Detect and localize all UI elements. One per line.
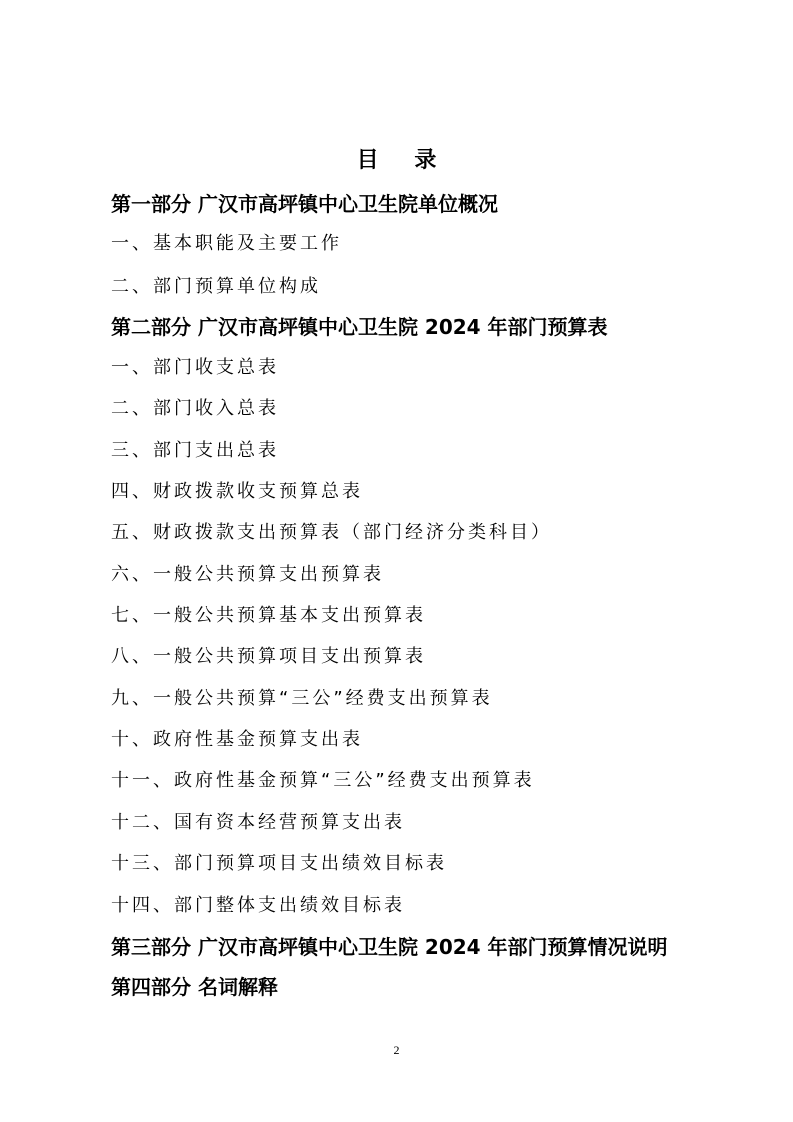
page-number: 2	[393, 1043, 400, 1057]
page-title: 目 录	[356, 148, 451, 173]
toc-part-1: 第一部分 广汉市高坪镇中心卫生院单位概况	[111, 192, 498, 216]
toc-item: 七、一般公共预算基本支出预算表	[111, 605, 426, 626]
toc-item: 一、基本职能及主要工作	[111, 233, 342, 254]
toc-part-3: 第三部分 广汉市高坪镇中心卫生院 2024 年部门预算情况说明	[111, 935, 668, 959]
toc-item: 十四、部门整体支出绩效目标表	[111, 895, 405, 916]
toc-part-2: 第二部分 广汉市高坪镇中心卫生院 2024 年部门预算表	[111, 315, 608, 339]
toc-part-4: 第四部分 名词解释	[111, 975, 278, 999]
toc-item: 二、部门预算单位构成	[111, 276, 321, 297]
toc-item: 十二、国有资本经营预算支出表	[111, 812, 405, 833]
toc-item: 八、一般公共预算项目支出预算表	[111, 646, 426, 667]
toc-item: 三、部门支出总表	[111, 440, 279, 461]
toc-item: 十一、政府性基金预算“三公”经费支出预算表	[111, 770, 535, 791]
toc-item: 十三、部门预算项目支出绩效目标表	[111, 853, 447, 874]
toc-item: 九、一般公共预算“三公”经费支出预算表	[111, 688, 493, 709]
toc-item: 二、部门收入总表	[111, 398, 279, 419]
toc-item: 六、一般公共预算支出预算表	[111, 564, 384, 585]
toc-item: 四、财政拨款收支预算总表	[111, 481, 363, 502]
toc-item: 五、财政拨款支出预算表（部门经济分类科目）	[111, 522, 552, 543]
toc-item: 十、政府性基金预算支出表	[111, 729, 363, 750]
toc-item: 一、部门收支总表	[111, 357, 279, 378]
